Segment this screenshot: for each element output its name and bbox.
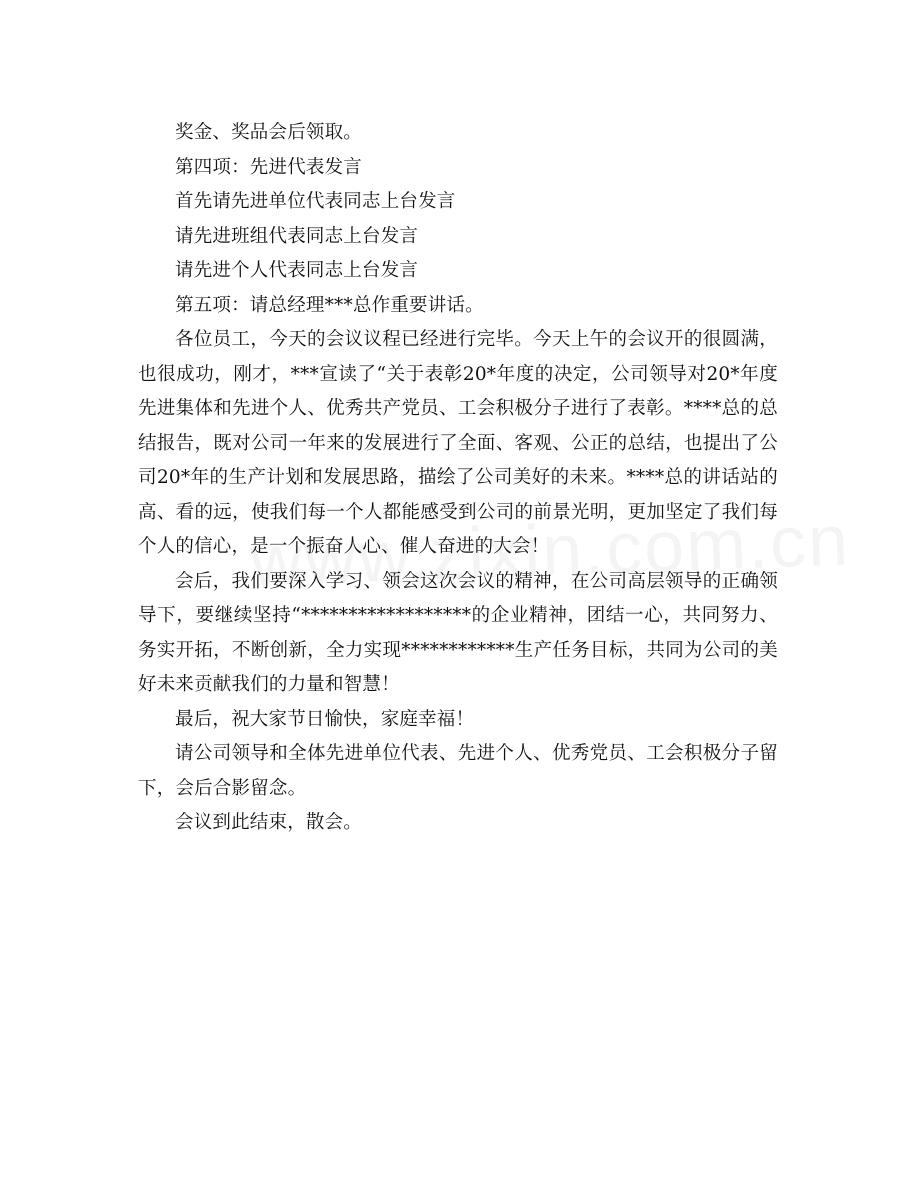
paragraph-group-photo: 请公司领导和全体先进单位代表、先进个人、优秀党员、工会积极分子留下，会后合影留念。	[138, 743, 778, 799]
paragraph-team-rep-speech: 请先进班组代表同志上台发言	[175, 225, 419, 247]
document-body	[138, 116, 778, 841]
paragraph-after-meeting: 会后，我们要深入学习、领会这次会议的精神，在公司高层领导的正确领导下，要继续坚持“******************的企业精神，团结一心，共同努力、务实开拓，不断创新，全力实现************生产任务目标，共同为公司的美好未来贡献我们的力量和智慧！	[138, 570, 778, 695]
paragraph-item-five: 第五项：请总经理***总作重要讲话。	[175, 294, 484, 316]
paragraph-meeting-summary: 各位员工，今天的会议议程已经进行完毕。今天上午的会议开的很圆满，也很成功，刚才，***宣读了“关于表彰20*年度的决定，公司领导对20*年度先进集体和先进个人、优秀共产党员、工会积极分子进行了表彰。****总的总结报告，既对公司一年来的发展进行了全面、客观、公正的总结，也提出了公司20*年的生产计划和发展思路，描绘了公司美好的未来。****总的讲话站的高、看的远，使我们每一个人都能感受到公司的前景光明，更加坚定了我们每个人的信心，是一个振奋人心、催人奋进的大会！	[138, 329, 778, 557]
paragraph-meeting-close: 会议到此结束，散会。	[175, 812, 363, 833]
paragraph-individual-rep-speech: 请先进个人代表同志上台发言	[175, 260, 419, 281]
paragraph-item-four: 第四项：先进代表发言	[175, 156, 363, 178]
paragraph-unit-rep-speech: 首先请先进单位代表同志上台发言	[175, 191, 456, 212]
paragraph-awards-pickup: 奖金、奖品会后领取。	[175, 122, 363, 143]
paragraph-holiday-wishes: 最后，祝大家节日愉快，家庭幸福！	[175, 708, 475, 730]
